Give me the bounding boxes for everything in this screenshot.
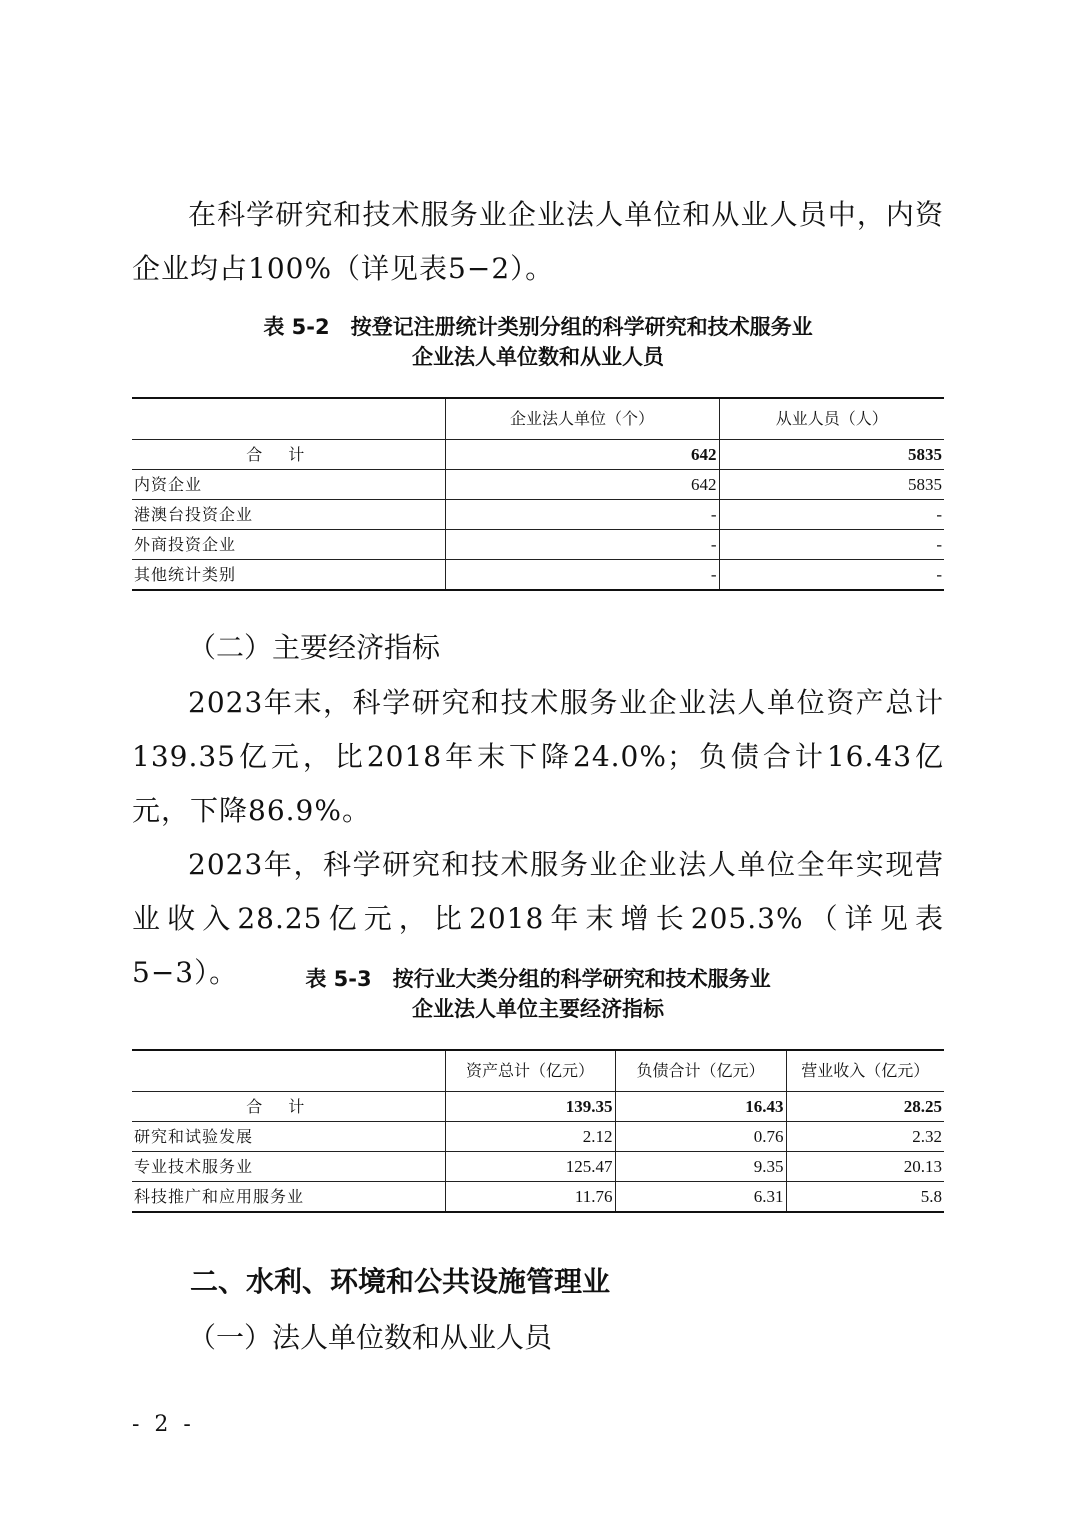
header-cell: 负债合计（亿元） xyxy=(615,1050,786,1092)
caption-line: 企业法人单位数和从业人员 xyxy=(412,345,664,369)
table-row xyxy=(132,500,944,530)
assets-cell: 139.35 xyxy=(445,1092,615,1122)
row-label: 其他统计类别 xyxy=(132,560,445,591)
section-heading-economic: （二）主要经济指标 xyxy=(188,631,441,664)
units-cell: - xyxy=(445,500,719,530)
units-cell: 642 xyxy=(445,440,719,470)
paragraph-revenue: 2023年，科学研究和技术服务业企业法人单位全年实现营业收入28.25亿元，比2018年末增长205.3%（详见表5−3）。 xyxy=(132,848,944,989)
header-cell xyxy=(132,398,445,440)
row-label: 内资企业 xyxy=(132,470,445,500)
subsection-heading-units: （一）法人单位数和从业人员 xyxy=(188,1321,553,1354)
row-label: 合计 xyxy=(132,440,445,470)
staff-cell: - xyxy=(719,530,944,560)
units-cell: 642 xyxy=(445,470,719,500)
staff-cell: 5835 xyxy=(719,470,944,500)
header-cell: 企业法人单位（个） xyxy=(445,398,719,440)
table-5-3-caption xyxy=(132,964,944,1024)
liabilities-cell: 9.35 xyxy=(615,1152,786,1182)
table-row xyxy=(132,1122,944,1152)
revenue-cell: 28.25 xyxy=(786,1092,944,1122)
staff-cell: - xyxy=(719,560,944,591)
table-5-2-caption xyxy=(132,312,944,372)
section-heading-water: 二、水利、环境和公共设施管理业 xyxy=(190,1265,611,1298)
table-row xyxy=(132,560,944,591)
table-header-row xyxy=(132,1050,944,1092)
caption-line: 表 5-2 按登记注册统计类别分组的科学研究和技术服务业 xyxy=(263,315,813,339)
header-cell: 资产总计（亿元） xyxy=(445,1050,615,1092)
table-row xyxy=(132,1092,944,1122)
table-5-3 xyxy=(132,1049,944,1213)
units-cell: - xyxy=(445,560,719,591)
table-5-2 xyxy=(132,397,944,591)
paragraph-assets: 2023年末，科学研究和技术服务业企业法人单位资产总计139.35亿元，比2018年末下降24.0%；负债合计16.43亿元，下降86.9%。 xyxy=(132,686,944,827)
row-label: 研究和试验发展 xyxy=(132,1122,445,1152)
table-row xyxy=(132,1182,944,1213)
header-cell: 从业人员（人） xyxy=(719,398,944,440)
units-cell: - xyxy=(445,530,719,560)
staff-cell: - xyxy=(719,500,944,530)
header-cell xyxy=(132,1050,445,1092)
assets-cell: 125.47 xyxy=(445,1152,615,1182)
revenue-cell: 20.13 xyxy=(786,1152,944,1182)
row-label: 港澳台投资企业 xyxy=(132,500,445,530)
liabilities-cell: 6.31 xyxy=(615,1182,786,1213)
assets-cell: 2.12 xyxy=(445,1122,615,1152)
assets-cell: 11.76 xyxy=(445,1182,615,1213)
row-label: 外商投资企业 xyxy=(132,530,445,560)
staff-cell: 5835 xyxy=(719,440,944,470)
table-row xyxy=(132,530,944,560)
caption-line: 企业法人单位主要经济指标 xyxy=(412,997,664,1021)
table-row xyxy=(132,440,944,470)
liabilities-cell: 16.43 xyxy=(615,1092,786,1122)
page-number: - 2 - xyxy=(132,1412,195,1437)
caption-line: 表 5-3 按行业大类分组的科学研究和技术服务业 xyxy=(305,967,771,991)
table-row xyxy=(132,1152,944,1182)
table-row xyxy=(132,470,944,500)
row-label: 科技推广和应用服务业 xyxy=(132,1182,445,1213)
table-header-row xyxy=(132,398,944,440)
liabilities-cell: 0.76 xyxy=(615,1122,786,1152)
revenue-cell: 5.8 xyxy=(786,1182,944,1213)
paragraph-intro: 在科学研究和技术服务业企业法人单位和从业人员中，内资企业均占100%（详见表5−2）。 xyxy=(132,198,944,285)
revenue-cell: 2.32 xyxy=(786,1122,944,1152)
header-cell: 营业收入（亿元） xyxy=(786,1050,944,1092)
row-label: 合计 xyxy=(132,1092,445,1122)
row-label: 专业技术服务业 xyxy=(132,1152,445,1182)
